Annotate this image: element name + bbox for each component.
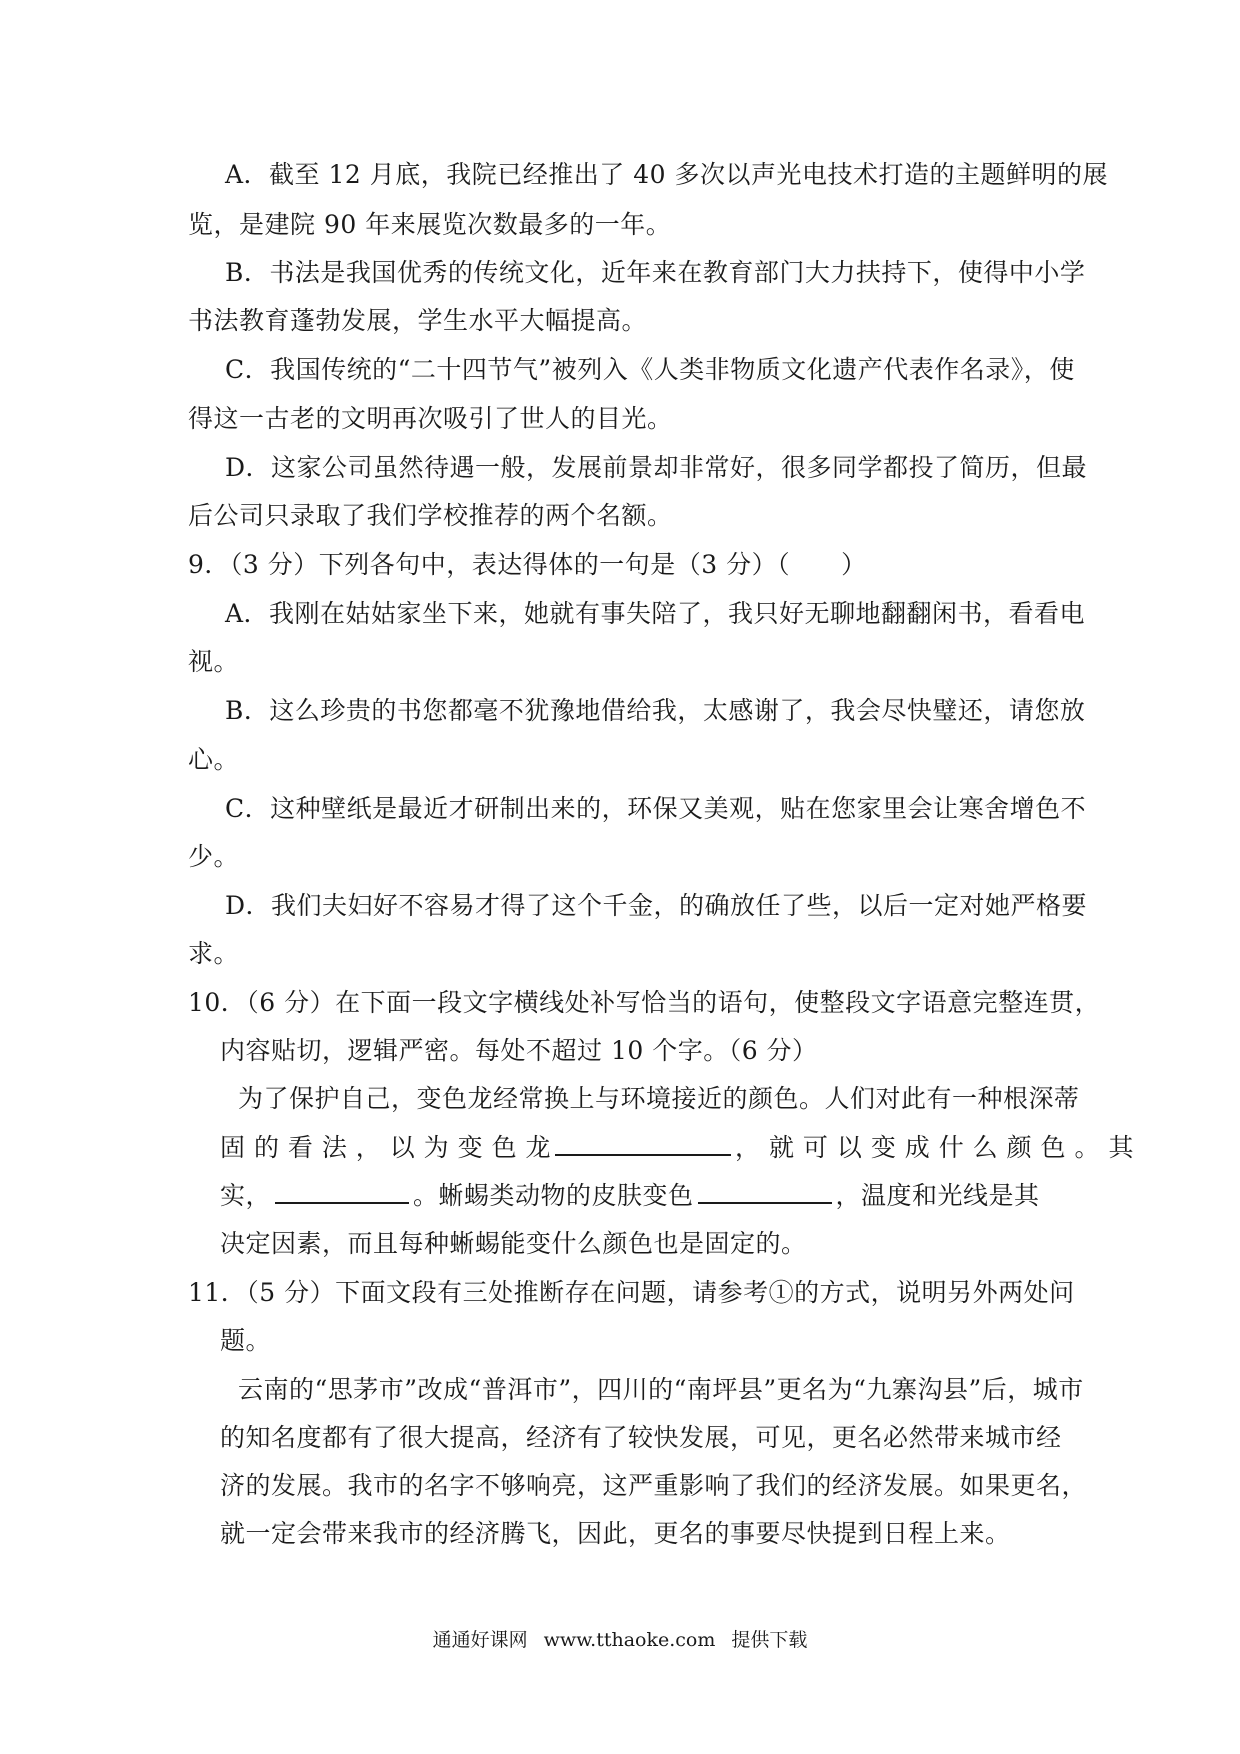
q8-option-b-line2: 书法教育蓬勃发展，学生水平大幅提高。 <box>188 306 648 335</box>
q8-option-c-line1: C．我国传统的“二十四节气”被列入《人类非物质文化遗产代表作名录》，使 <box>225 355 1075 384</box>
answer-blank-1[interactable] <box>555 1132 731 1156</box>
q11-stem-line1: 11．（5 分）下面文段有三处推断存在问题，请参考①的方式，说明另外两处问 <box>188 1278 1075 1307</box>
q9-option-a-line2: 视。 <box>188 647 240 676</box>
q10-passage-line1: 为了保护自己，变色龙经常换上与环境接近的颜色。人们对此有一种根深蒂 <box>238 1084 1080 1113</box>
q8-option-c-line2: 得这一古老的文明再次吸引了世人的目光。 <box>188 404 673 433</box>
q9-stem: 9．（3 分）下列各句中，表达得体的一句是（3 分）（ ） <box>188 550 867 579</box>
q10-stem-line1: 10．（6 分）在下面一段文字横线处补写恰当的语句，使整段文字语意完整连贯， <box>188 988 1101 1017</box>
q9-option-d-line1: D．我们夫妇好不容易才得了这个千金，的确放任了些，以后一定对她严格要 <box>225 891 1088 920</box>
q10-passage-text: 固 的 看 法 ， 以 为 变 色 龙 <box>220 1133 552 1162</box>
q11-stem-line2: 题。 <box>220 1326 272 1355</box>
q8-option-d-line1: D．这家公司虽然待遇一般，发展前景却非常好，很多同学都投了简历，但最 <box>225 453 1088 482</box>
q10-passage-text: 。蜥蜴类动物的皮肤变色 <box>413 1181 694 1210</box>
q10-passage-text: ， 就 可 以 变 成 什 么 颜 色 。 其 <box>735 1133 1134 1162</box>
q10-passage-line4: 决定因素，而且每种蜥蜴能变什么颜色也是固定的。 <box>220 1229 807 1258</box>
answer-blank-2[interactable] <box>275 1180 409 1204</box>
answer-blank-3[interactable] <box>698 1180 832 1204</box>
q8-option-d-line2: 后公司只录取了我们学校推荐的两个名额。 <box>188 501 673 530</box>
page-footer <box>0 1627 1240 1653</box>
footer-suffix: 提供下载 <box>731 1629 808 1651</box>
q10-stem-line2: 内容贴切，逻辑严密。每处不超过 10 个字。（6 分） <box>220 1036 818 1065</box>
q9-option-c-line1: C．这种壁纸是最近才研制出来的，环保又美观，贴在您家里会让寒舍增色不 <box>225 794 1087 823</box>
q11-passage-line1: 云南的“思茅市”改成“普洱市”，四川的“南坪县”更名为“九寨沟县”后，城市 <box>238 1375 1084 1404</box>
footer-site-name: 通通好课网 <box>432 1629 528 1651</box>
q9-option-b-line1: B．这么珍贵的书您都毫不犹豫地借给我，太感谢了，我会尽快璧还，请您放 <box>225 696 1086 725</box>
q8-option-a-line1: A．截至 12 月底，我院已经推出了 40 多次以声光电技术打造的主题鲜明的展 <box>225 160 1108 189</box>
q11-passage-line2: 的知名度都有了很大提高，经济有了较快发展，可见，更名必然带来城市经 <box>220 1423 1062 1452</box>
q10-passage-text: ，温度和光线是其 <box>835 1181 1040 1210</box>
q10-passage-line3 <box>220 1180 1040 1211</box>
q9-option-b-line2: 心。 <box>188 745 240 774</box>
q9-option-a-line1: A．我刚在姑姑家坐下来，她就有事失陪了，我只好无聊地翻翻闲书，看看电 <box>225 599 1086 628</box>
q11-passage-line4: 就一定会带来我市的经济腾飞，因此，更名的事要尽快提到日程上来。 <box>220 1519 1011 1548</box>
q9-option-d-line2: 求。 <box>188 939 240 968</box>
q11-passage-line3: 济的发展。我市的名字不够响亮，这严重影响了我们的经济发展。如果更名， <box>220 1471 1088 1500</box>
footer-url[interactable]: www.tthaoke.com <box>543 1629 716 1651</box>
q10-passage-line2 <box>220 1132 1134 1163</box>
q8-option-b-line1: B．书法是我国优秀的传统文化，近年来在教育部门大力扶持下，使得中小学 <box>225 258 1086 287</box>
q9-option-c-line2: 少。 <box>188 842 240 871</box>
q10-passage-text: 实， <box>220 1181 272 1210</box>
q8-option-a-line2: 览，是建院 90 年来展览次数最多的一年。 <box>188 210 672 239</box>
